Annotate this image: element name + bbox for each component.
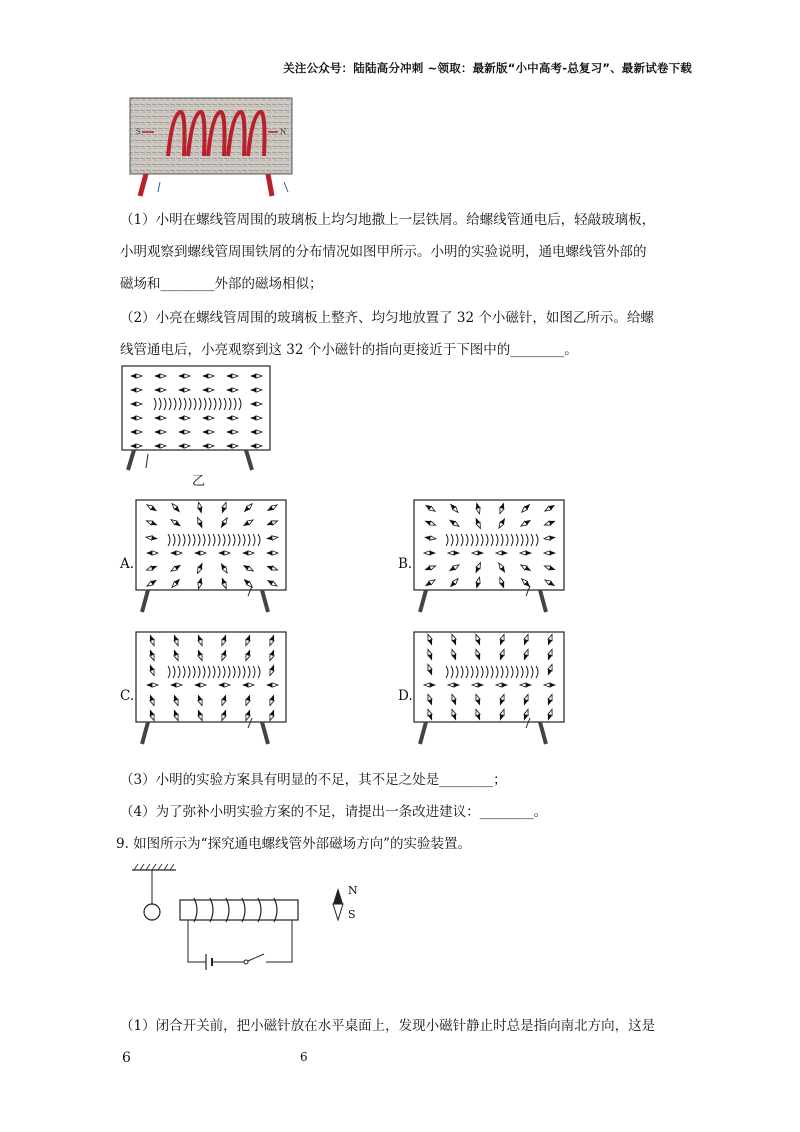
figure-jia-photo: [128, 96, 296, 200]
switch-contact: [244, 960, 248, 964]
option-d-figure: [412, 628, 572, 748]
pole-label-s: S: [136, 128, 141, 136]
option-a-figure: [134, 496, 294, 616]
option-b-figure: [412, 496, 572, 616]
option-c-figure: [134, 628, 294, 748]
compass-needle-south: [333, 904, 343, 920]
q8-part1-line3: 磁场和________外部的磁场相似；: [120, 276, 323, 292]
option-c-label: C.: [120, 688, 135, 704]
page-header: 关注公众号：陆陆高分冲刺 ~领取：最新版“小中高考-总复习”、最新试卷下载: [283, 61, 692, 75]
option-a-label: A.: [120, 556, 135, 572]
q9-apparatus-figure: [128, 862, 368, 974]
figure-yi-board: [118, 364, 278, 472]
hanging-ball: [144, 904, 160, 920]
page-number-center: 6: [300, 1050, 308, 1064]
q8-part2-line2: 线管通电后，小亮观察到这 32 个小磁针的指向更接近于下图中的________。: [120, 342, 578, 358]
compass-label-n: N: [348, 884, 358, 897]
option-d-label: D.: [398, 688, 413, 704]
option-b-label: B.: [398, 556, 413, 572]
compass-label-s: S: [348, 908, 356, 921]
solenoid-core: [180, 900, 298, 920]
q8-part1-line2: 小明观察到螺线管周围铁屑的分布情况如图甲所示。小明的实验说明，通电螺线管外部的: [120, 244, 647, 260]
compass-needle-north: [333, 888, 343, 904]
page-number-left: 6: [122, 1050, 131, 1066]
pole-label-n: N: [280, 128, 287, 136]
switch-lever: [248, 954, 264, 961]
q9-part1: （1）闭合开关前，把小磁针放在水平桌面上，发现小磁针静止时总是指向南北方向，这是: [120, 1018, 656, 1034]
q9-title: 9. 如图所示为“探究通电螺线管外部磁场方向”的实验装置。: [116, 836, 471, 852]
figure-yi-caption: 乙: [192, 474, 206, 489]
q8-part1-line1: （1）小明在螺线管周围的玻璃板上均匀地撒上一层铁屑。给螺线管通电后，轻敲玻璃板，: [120, 212, 656, 228]
q8-part4: （4）为了弥补小明实验方案的不足，请提出一条改进建议：________。: [120, 804, 548, 820]
q8-part3: （3）小明的实验方案具有明显的不足，其不足之处是________；: [120, 772, 507, 788]
q8-part2-line1: （2）小亮在螺线管周围的玻璃板上整齐、均匀地放置了 32 个小磁针，如图乙所示。给螺: [120, 310, 654, 326]
